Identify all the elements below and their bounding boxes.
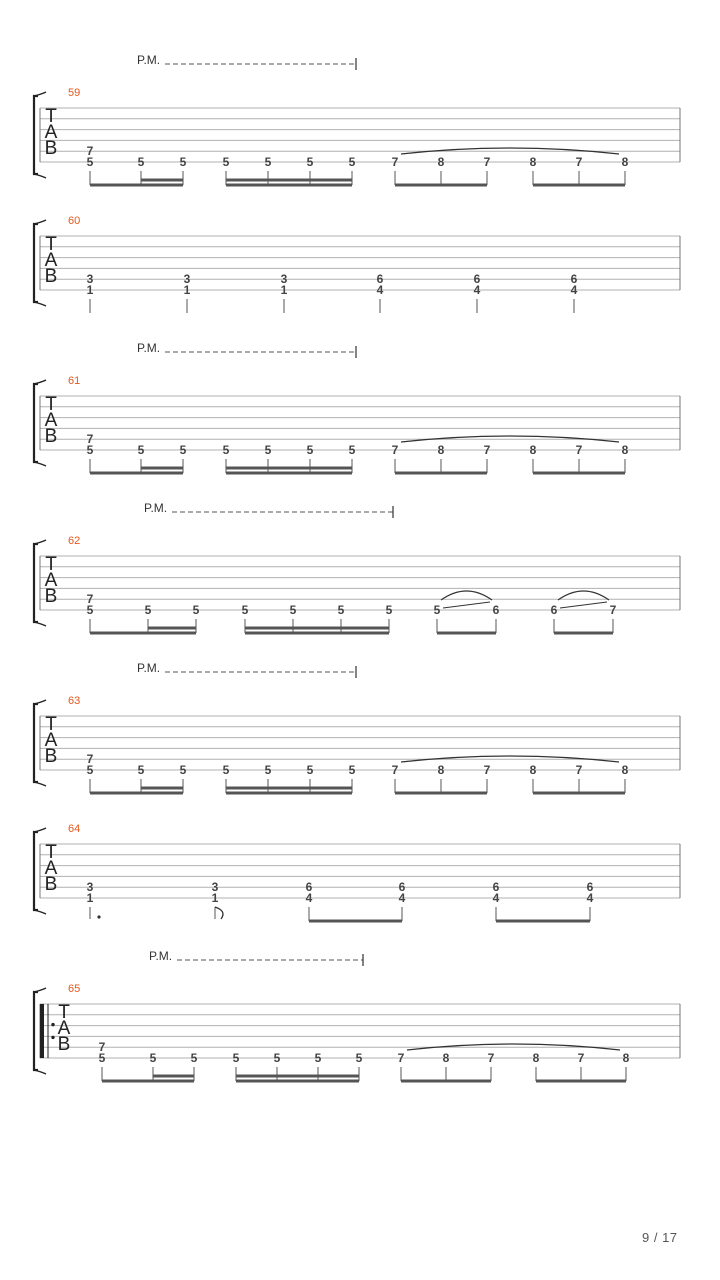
rhythm-beam bbox=[90, 792, 183, 795]
rhythm-beam bbox=[90, 632, 196, 635]
fret-number: 1 bbox=[86, 283, 94, 297]
fret-number: 7 bbox=[86, 752, 94, 767]
rhythm-beam bbox=[236, 1080, 359, 1083]
tab-clef-letter: A bbox=[57, 1018, 71, 1039]
tab-clef-letter: A bbox=[44, 410, 58, 431]
page-number: 9 / 17 bbox=[642, 1230, 678, 1245]
fret-number: 6 bbox=[550, 603, 558, 617]
fret-number: 7 bbox=[86, 144, 94, 159]
fret-number: 8 bbox=[437, 155, 445, 169]
fret-number: 1 bbox=[211, 891, 219, 905]
rhythm-beam bbox=[153, 1075, 194, 1078]
measure-number: 60 bbox=[68, 215, 81, 227]
fret-number: 7 bbox=[575, 763, 583, 777]
fret-number: 6 bbox=[376, 272, 384, 287]
fret-number: 1 bbox=[86, 891, 94, 905]
fret-number: 1 bbox=[183, 283, 191, 297]
fret-number: 6 bbox=[398, 880, 406, 895]
fret-number: 5 bbox=[137, 443, 145, 457]
fret-number: 5 bbox=[241, 603, 249, 617]
rhythm-beam bbox=[226, 467, 352, 470]
rhythm-beam bbox=[245, 632, 389, 635]
bracket-bottom-hook bbox=[34, 782, 46, 786]
rhythm-beam bbox=[533, 184, 625, 187]
bracket-top-hook bbox=[34, 700, 46, 704]
fret-number: 7 bbox=[86, 432, 94, 447]
rhythm-beam bbox=[245, 627, 389, 630]
rhythm-beam bbox=[536, 1080, 626, 1083]
fret-number: 7 bbox=[483, 155, 491, 169]
rhythm-beam bbox=[226, 179, 352, 182]
measure-number: 63 bbox=[68, 695, 81, 707]
tab-clef-letter: A bbox=[44, 250, 58, 271]
tab-clef-letter: T bbox=[45, 234, 57, 255]
fret-number: 7 bbox=[391, 443, 399, 457]
fret-number: 5 bbox=[190, 1051, 198, 1065]
fret-number: 5 bbox=[98, 1051, 106, 1065]
tab-clef-letter: B bbox=[44, 426, 58, 447]
fret-number: 4 bbox=[305, 891, 313, 905]
fret-number: 7 bbox=[609, 603, 617, 617]
tab-system bbox=[34, 823, 680, 923]
fret-number: 5 bbox=[149, 1051, 157, 1065]
fret-number: 8 bbox=[529, 763, 537, 777]
fret-number: 5 bbox=[264, 155, 272, 169]
dot bbox=[97, 915, 100, 918]
bracket-top-hook bbox=[34, 988, 46, 992]
tab-clef-letter: B bbox=[44, 746, 58, 767]
system-bracket bbox=[34, 544, 38, 622]
bracket-bottom-hook bbox=[34, 622, 46, 626]
tab-clef-letter: B bbox=[44, 266, 58, 287]
rhythm-beam bbox=[533, 472, 625, 475]
fret-number: 6 bbox=[492, 603, 500, 617]
fret-number: 5 bbox=[137, 155, 145, 169]
fret-number: 4 bbox=[376, 283, 384, 297]
bracket-bottom-hook bbox=[34, 302, 46, 306]
fret-number: 3 bbox=[280, 272, 288, 287]
fret-number: 5 bbox=[385, 603, 393, 617]
rhythm-beam bbox=[395, 792, 487, 795]
slur bbox=[441, 591, 492, 600]
fret-number: 8 bbox=[532, 1051, 540, 1065]
fret-number: 8 bbox=[621, 155, 629, 169]
rhythm-beam bbox=[226, 787, 352, 790]
measure-number: 61 bbox=[68, 375, 81, 387]
rhythm-beam bbox=[148, 627, 196, 630]
fret-number: 5 bbox=[179, 155, 187, 169]
fret-number: 4 bbox=[570, 283, 578, 297]
tab-clef-letter: B bbox=[44, 586, 58, 607]
fret-number: 6 bbox=[586, 880, 594, 895]
system-bracket bbox=[34, 96, 38, 174]
fret-number: 5 bbox=[232, 1051, 240, 1065]
tab-clef-letter: B bbox=[44, 138, 58, 159]
repeat-dot bbox=[51, 1023, 54, 1026]
tab-clef-letter: T bbox=[45, 714, 57, 735]
flag bbox=[215, 907, 223, 919]
fret-number: 7 bbox=[487, 1051, 495, 1065]
palm-mute-label: P.M. bbox=[137, 53, 161, 67]
fret-number: 5 bbox=[86, 443, 94, 457]
tab-clef-letter: A bbox=[44, 730, 58, 751]
fret-number: 4 bbox=[586, 891, 594, 905]
bracket-top-hook bbox=[34, 92, 46, 96]
bracket-top-hook bbox=[34, 220, 46, 224]
fret-number: 7 bbox=[575, 443, 583, 457]
fret-number: 7 bbox=[483, 763, 491, 777]
fret-number: 7 bbox=[391, 155, 399, 169]
palm-mute-label: P.M. bbox=[149, 949, 173, 963]
bracket-top-hook bbox=[34, 828, 46, 832]
rhythm-beam bbox=[401, 1080, 491, 1083]
fret-number: 5 bbox=[273, 1051, 281, 1065]
system-bracket bbox=[34, 832, 38, 910]
fret-number: 7 bbox=[86, 592, 94, 607]
rhythm-beam bbox=[90, 184, 183, 187]
fret-number: 5 bbox=[192, 603, 200, 617]
fret-number: 5 bbox=[222, 763, 230, 777]
tab-clef-letter: T bbox=[45, 554, 57, 575]
rhythm-beam bbox=[141, 467, 183, 470]
fret-number: 5 bbox=[355, 1051, 363, 1065]
bracket-bottom-hook bbox=[34, 1070, 46, 1074]
fret-number: 5 bbox=[348, 155, 356, 169]
fret-number: 8 bbox=[621, 763, 629, 777]
tab-system bbox=[34, 501, 680, 635]
fret-number: 5 bbox=[433, 603, 441, 617]
fret-number: 8 bbox=[529, 155, 537, 169]
fret-number: 3 bbox=[86, 272, 94, 287]
fret-number: 5 bbox=[289, 603, 297, 617]
repeat-dot bbox=[51, 1036, 54, 1039]
fret-number: 1 bbox=[280, 283, 288, 297]
fret-number: 4 bbox=[473, 283, 481, 297]
slide-line bbox=[560, 602, 607, 608]
fret-number: 8 bbox=[621, 443, 629, 457]
fret-number: 5 bbox=[306, 763, 314, 777]
tab-system bbox=[34, 949, 680, 1083]
fret-number: 5 bbox=[179, 763, 187, 777]
fret-number: 3 bbox=[86, 880, 94, 895]
rhythm-beam bbox=[102, 1080, 194, 1083]
rhythm-beam bbox=[236, 1075, 359, 1078]
tab-clef-letter: T bbox=[45, 842, 57, 863]
fret-number: 8 bbox=[622, 1051, 630, 1065]
fret-number: 5 bbox=[86, 763, 94, 777]
rhythm-beam bbox=[226, 792, 352, 795]
fret-number: 5 bbox=[348, 443, 356, 457]
measure-number: 59 bbox=[68, 87, 81, 99]
rhythm-beam bbox=[90, 472, 183, 475]
bracket-bottom-hook bbox=[34, 910, 46, 914]
tab-system bbox=[34, 661, 680, 795]
tab-clef-letter: T bbox=[45, 394, 57, 415]
fret-number: 5 bbox=[306, 155, 314, 169]
tab-system bbox=[34, 215, 680, 313]
rhythm-beam bbox=[141, 179, 183, 182]
rhythm-beam bbox=[226, 184, 352, 187]
palm-mute-label: P.M. bbox=[144, 501, 168, 515]
bracket-bottom-hook bbox=[34, 174, 46, 178]
rhythm-beam bbox=[226, 472, 352, 475]
tab-clef-letter: A bbox=[44, 570, 58, 591]
fret-number: 3 bbox=[211, 880, 219, 895]
fret-number: 4 bbox=[492, 891, 500, 905]
fret-number: 8 bbox=[437, 763, 445, 777]
tab-system bbox=[34, 341, 680, 475]
fret-number: 3 bbox=[183, 272, 191, 287]
fret-number: 7 bbox=[391, 763, 399, 777]
rhythm-beam bbox=[141, 787, 183, 790]
rhythm-beam bbox=[395, 472, 487, 475]
rhythm-beam bbox=[533, 792, 625, 795]
fret-number: 8 bbox=[437, 443, 445, 457]
fret-number: 5 bbox=[337, 603, 345, 617]
fret-number: 7 bbox=[397, 1051, 405, 1065]
system-bracket bbox=[34, 704, 38, 782]
fret-number: 6 bbox=[570, 272, 578, 287]
fret-number: 4 bbox=[398, 891, 406, 905]
fret-number: 7 bbox=[575, 155, 583, 169]
fret-number: 5 bbox=[264, 763, 272, 777]
tab-clef-letter: B bbox=[57, 1034, 71, 1055]
fret-number: 5 bbox=[179, 443, 187, 457]
fret-number: 5 bbox=[222, 155, 230, 169]
tab-clef-letter: T bbox=[45, 106, 57, 127]
fret-number: 8 bbox=[529, 443, 537, 457]
fret-number: 5 bbox=[222, 443, 230, 457]
fret-number: 5 bbox=[264, 443, 272, 457]
measure-number: 62 bbox=[68, 535, 81, 547]
rhythm-beam bbox=[496, 920, 590, 923]
system-bracket bbox=[34, 224, 38, 302]
system-bracket bbox=[34, 992, 38, 1070]
tab-clef-letter: B bbox=[44, 874, 58, 895]
system-bracket bbox=[34, 384, 38, 462]
tab-clef-letter: A bbox=[44, 122, 58, 143]
fret-number: 6 bbox=[492, 880, 500, 895]
bracket-top-hook bbox=[34, 540, 46, 544]
fret-number: 5 bbox=[86, 155, 94, 169]
palm-mute-label: P.M. bbox=[137, 661, 161, 675]
fret-number: 5 bbox=[306, 443, 314, 457]
fret-number: 6 bbox=[305, 880, 313, 895]
tab-clef-letter: A bbox=[44, 858, 58, 879]
palm-mute-label: P.M. bbox=[137, 341, 161, 355]
rhythm-beam bbox=[309, 920, 402, 923]
bracket-top-hook bbox=[34, 380, 46, 384]
measure-number: 64 bbox=[68, 823, 81, 835]
rhythm-beam bbox=[437, 632, 496, 635]
fret-number: 7 bbox=[483, 443, 491, 457]
rhythm-beam bbox=[554, 632, 613, 635]
fret-number: 8 bbox=[442, 1051, 450, 1065]
slide-line bbox=[443, 602, 490, 608]
fret-number: 5 bbox=[137, 763, 145, 777]
fret-number: 5 bbox=[144, 603, 152, 617]
fret-number: 7 bbox=[577, 1051, 585, 1065]
fret-number: 5 bbox=[86, 603, 94, 617]
fret-number: 5 bbox=[348, 763, 356, 777]
tab-clef-letter: T bbox=[58, 1002, 70, 1023]
repeat-thick-bar bbox=[40, 1004, 44, 1058]
slur bbox=[558, 591, 609, 600]
fret-number: 7 bbox=[98, 1040, 106, 1055]
tab-system bbox=[34, 53, 680, 187]
fret-number: 5 bbox=[314, 1051, 322, 1065]
fret-number: 6 bbox=[473, 272, 481, 287]
bracket-bottom-hook bbox=[34, 462, 46, 466]
rhythm-beam bbox=[395, 184, 487, 187]
measure-number: 65 bbox=[68, 983, 81, 995]
